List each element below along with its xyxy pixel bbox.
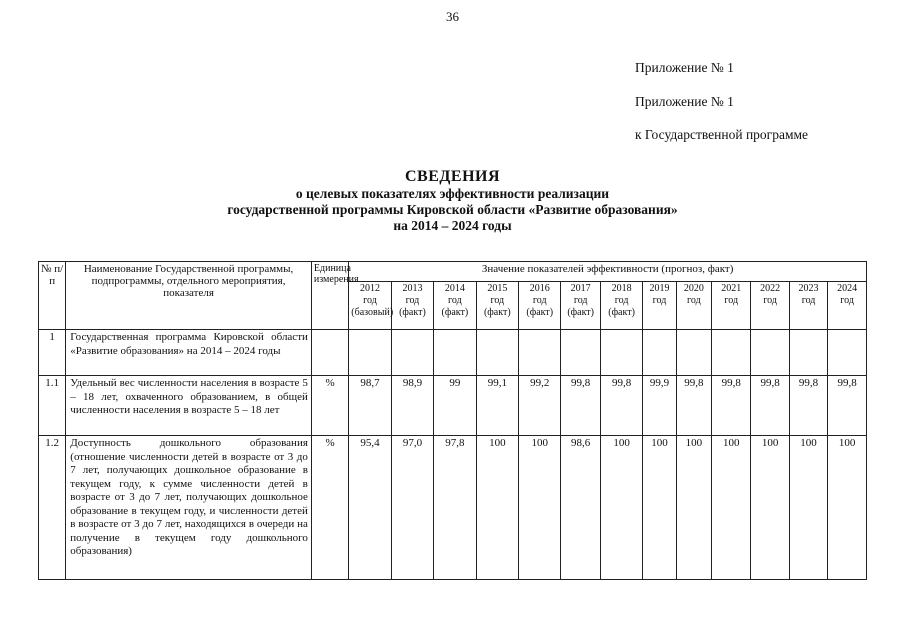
header-year-2017	[561, 282, 600, 330]
value-cell-2014: 99	[434, 376, 476, 436]
value-cell-2016: 99,2	[519, 376, 561, 436]
value-cell-2021	[712, 330, 751, 376]
value-cell-2013	[391, 330, 433, 376]
header-year-sub: год	[532, 295, 547, 306]
value-cell-2024: 100	[828, 436, 867, 580]
value-cell-2022: 100	[751, 436, 789, 580]
value-cell-2017: 98,6	[561, 436, 600, 580]
row-unit: %	[311, 376, 348, 436]
header-year-year: 2017	[570, 283, 591, 294]
header-year-note: (факт)	[483, 307, 511, 318]
value-cell-2016	[519, 330, 561, 376]
appendix-line-2: Приложение № 1	[635, 94, 734, 109]
page-number: 36	[446, 9, 459, 24]
appendix-line-1: Приложение № 1	[635, 60, 734, 75]
value-cell-2019: 100	[643, 436, 676, 580]
table-row	[39, 330, 867, 376]
header-year-2013	[391, 282, 433, 330]
header-year-note: (базовый)	[351, 307, 394, 318]
value-cell-2023: 100	[789, 436, 827, 580]
value-cell-2024: 99,8	[828, 376, 867, 436]
header-year-year: 2018	[611, 283, 632, 294]
header-year-sub: год	[652, 295, 667, 306]
title-line-2: о целевых показателях эффективности реализации	[295, 186, 610, 201]
row-number: 1.1	[39, 376, 66, 436]
title-main: СВЕДЕНИЯ	[404, 168, 501, 185]
value-cell-2015	[476, 330, 518, 376]
row-number: 1.2	[39, 436, 66, 580]
value-cell-2018: 100	[600, 436, 642, 580]
header-year-year: 2015	[487, 283, 508, 294]
value-cell-2020	[676, 330, 711, 376]
row-name: Государственная программа Кировской области «Развитие образования» на 2014 – 2024 годы	[66, 330, 312, 376]
header-year-2016	[519, 282, 561, 330]
value-cell-2012	[349, 330, 391, 376]
header-year-year: 2021	[721, 283, 742, 294]
value-cell-2016: 100	[519, 436, 561, 580]
row-unit: %	[311, 436, 348, 580]
header-year-2014	[434, 282, 476, 330]
row-name: Удельный вес численности населения в возрасте 5 – 18 лет, охваченного образованием, в общей численности населения в возрасте 5 – 18 лет	[66, 376, 312, 436]
table-row	[39, 376, 867, 436]
header-year-year: 2024	[837, 283, 858, 294]
value-cell-2020: 99,8	[676, 376, 711, 436]
header-year-2018	[600, 282, 642, 330]
header-year-sub: год	[763, 295, 777, 306]
value-cell-2024	[828, 330, 867, 376]
value-cell-2022	[751, 330, 789, 376]
header-year-year: 2019	[649, 283, 670, 294]
header-year-sub: год	[363, 295, 377, 306]
document-title	[0, 168, 905, 234]
value-cell-2017	[561, 330, 600, 376]
value-cell-2012: 98,7	[349, 376, 391, 436]
header-year-year: 2016	[529, 283, 550, 294]
value-cell-2013: 97,0	[391, 436, 433, 580]
header-year-2019	[643, 282, 676, 330]
title-line-4: на 2014 – 2024 годы	[393, 218, 512, 233]
row-number: 1	[39, 330, 66, 376]
header-values-group: Значение показателей эффективности (прогноз, факт)	[349, 262, 867, 282]
header-year-sub: год	[405, 295, 420, 306]
header-year-sub: год	[490, 295, 505, 306]
value-cell-2012: 95,4	[349, 436, 391, 580]
header-year-note: (факт)	[441, 307, 469, 318]
header-year-year: 2012	[360, 283, 380, 294]
header-year-2023	[789, 282, 827, 330]
value-cell-2013: 98,9	[391, 376, 433, 436]
value-cell-2017: 99,8	[561, 376, 600, 436]
header-year-sub: год	[687, 295, 701, 306]
header-year-2015	[476, 282, 518, 330]
header-year-note: (факт)	[526, 307, 554, 318]
header-year-sub: год	[840, 295, 854, 306]
value-cell-2014	[434, 330, 476, 376]
value-cell-2022: 99,8	[751, 376, 789, 436]
header-year-year: 2020	[683, 283, 704, 294]
header-year-note: (факт)	[567, 307, 595, 318]
header-year-2020	[676, 282, 711, 330]
value-cell-2015: 100	[476, 436, 518, 580]
header-year-2012	[349, 282, 394, 330]
header-year-sub: год	[573, 295, 588, 306]
value-cell-2023: 99,8	[789, 376, 827, 436]
header-year-sub: год	[724, 295, 739, 306]
header-year-note: (факт)	[399, 307, 426, 318]
header-year-2024	[828, 282, 867, 330]
header-year-2021	[712, 282, 751, 330]
row-unit	[311, 330, 348, 376]
header-year-sub: год	[448, 295, 462, 306]
value-cell-2018	[600, 330, 642, 376]
value-cell-2021: 99,8	[712, 376, 751, 436]
header-name: Наименование Государственной программы, подпрограммы, отдельного мероприятия, показателя	[66, 262, 312, 330]
header-year-year: 2014	[444, 283, 465, 294]
value-cell-2018: 99,8	[600, 376, 642, 436]
appendix-line-3: к Государственной программе	[635, 127, 809, 142]
value-cell-2020: 100	[676, 436, 711, 580]
value-cell-2019: 99,9	[643, 376, 676, 436]
header-year-sub: год	[614, 295, 629, 306]
value-cell-2021: 100	[712, 436, 751, 580]
indicators-table	[38, 261, 867, 580]
header-year-year: 2023	[798, 283, 819, 294]
value-cell-2014: 97,8	[434, 436, 476, 580]
value-cell-2019	[643, 330, 676, 376]
header-year-year: 2013	[402, 283, 423, 294]
table-row	[39, 436, 867, 580]
title-line-3: государственной программы Кировской области «Развитие образования»	[227, 202, 678, 217]
row-name: Доступность дошкольного образования (отношение численности детей в возрасте от 3 до 7 лет, получающих дошкольное образование в текущем году, к сумме численности детей в возрасте от 3 до 7 лет, получающих дошкольное образование в текущем году, и численности детей в возрасте от 3 до 7 лет, находящихся в очереди на получение в текущем году дошкольного образования)	[66, 436, 312, 580]
header-num: № п/п	[39, 262, 66, 330]
header-unit: Единица измерения	[311, 262, 348, 330]
header-year-2022	[751, 282, 789, 330]
header-year-year: 2022	[760, 283, 781, 294]
value-cell-2023	[789, 330, 827, 376]
value-cell-2015: 99,1	[476, 376, 518, 436]
header-year-sub: год	[801, 295, 816, 306]
header-year-note: (факт)	[608, 307, 635, 318]
